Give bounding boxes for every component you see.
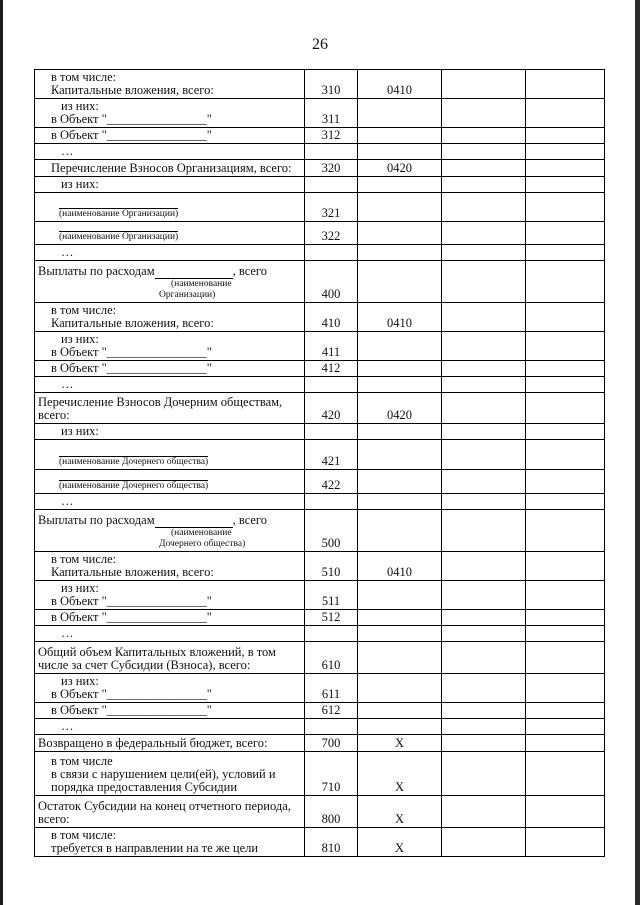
row-label-cell (35, 377, 305, 393)
table-row (35, 160, 605, 177)
empty-value-cell (442, 160, 526, 177)
table-row (35, 99, 605, 128)
classification-code-cell: 0410 (358, 303, 442, 332)
row-label-cell (35, 703, 305, 719)
row-label-line: Общий объем Капитальных вложений, в том (38, 645, 276, 659)
classification-code-cell (358, 581, 442, 610)
report-table (34, 69, 605, 857)
empty-value-cell (442, 552, 526, 581)
empty-value-cell (526, 193, 605, 222)
row-label-line: в Объект "________________" (51, 594, 212, 608)
empty-value-cell (526, 642, 605, 674)
empty-value-cell (442, 303, 526, 332)
payout-caption: Дочернего общества) (159, 539, 246, 549)
empty-value-cell (442, 494, 526, 510)
classification-code-cell (358, 626, 442, 642)
empty-value-cell (442, 752, 526, 796)
payout-caption: (наименование (171, 279, 232, 289)
line-code-cell: 410 (305, 303, 358, 332)
classification-code-cell (358, 245, 442, 261)
row-label-line: числе за счет Субсидии (Взноса), всего: (38, 658, 251, 672)
empty-value-cell (442, 70, 526, 99)
empty-value-cell (442, 470, 526, 494)
line-code-cell: 412 (305, 361, 358, 377)
row-label-line: … (61, 377, 74, 391)
line-code-cell: 511 (305, 581, 358, 610)
line-code-cell: 421 (305, 440, 358, 470)
empty-value-cell (442, 796, 526, 828)
classification-code-cell: X (358, 796, 442, 828)
organization-name-caption: (наименование Дочернего общества) (59, 481, 209, 491)
row-label-line: в Объект "________________" (51, 112, 212, 126)
row-label-line: Перечисление Взносов Дочерним обществам, (38, 395, 283, 409)
table-row (35, 177, 605, 193)
table-row (35, 674, 605, 703)
row-label-cell (35, 470, 305, 494)
row-label-line: из них: (61, 332, 99, 346)
row-label-line: из них: (61, 177, 99, 191)
row-label-cell (35, 642, 305, 674)
row-label-line: в том числе: (51, 552, 117, 566)
table-row (35, 610, 605, 626)
row-label-line: в Объект "________________" (51, 703, 212, 717)
classification-code-cell (358, 674, 442, 703)
row-label-cell (35, 261, 305, 303)
classification-code-cell (358, 610, 442, 626)
classification-code-cell: 0420 (358, 160, 442, 177)
line-code-cell (305, 177, 358, 193)
row-label-line: из них: (61, 99, 99, 113)
line-code-cell: 312 (305, 128, 358, 144)
empty-value-cell (526, 144, 605, 160)
empty-value-cell (526, 494, 605, 510)
table-row (35, 581, 605, 610)
empty-value-cell (526, 377, 605, 393)
empty-value-cell (526, 128, 605, 144)
line-code-cell: 411 (305, 332, 358, 361)
empty-value-cell (526, 70, 605, 99)
line-code-cell (305, 377, 358, 393)
row-label-cell (35, 332, 305, 361)
scan-left-edge (0, 0, 3, 905)
classification-code-cell: 0410 (358, 552, 442, 581)
empty-value-cell (526, 510, 605, 552)
table-row (35, 245, 605, 261)
empty-value-cell (442, 261, 526, 303)
table-row (35, 332, 605, 361)
row-label-cell (35, 796, 305, 828)
empty-value-cell (442, 581, 526, 610)
line-code-cell: 500 (305, 510, 358, 552)
row-label-cell (35, 510, 305, 552)
table-row (35, 703, 605, 719)
classification-code-cell (358, 440, 442, 470)
payout-caption: Организации) (159, 290, 216, 300)
row-label-cell (35, 393, 305, 424)
table-row (35, 719, 605, 735)
empty-value-cell (442, 642, 526, 674)
row-label-line: в том числе: (51, 303, 117, 317)
row-label-cell (35, 70, 305, 99)
row-label-cell (35, 735, 305, 752)
table-row (35, 552, 605, 581)
empty-value-cell (526, 332, 605, 361)
empty-value-cell (526, 828, 605, 857)
row-label-line: в Объект "________________" (51, 610, 212, 624)
row-label-line: Капитальные вложения, всего: (51, 83, 214, 97)
empty-value-cell (526, 177, 605, 193)
empty-value-cell (526, 440, 605, 470)
classification-code-cell: X (358, 752, 442, 796)
row-label-line: в связи с нарушением цели(ей), условий и (51, 767, 276, 781)
row-label-cell (35, 361, 305, 377)
organization-name-caption: (наименование Организации) (59, 209, 179, 219)
classification-code-cell (358, 177, 442, 193)
table-row (35, 470, 605, 494)
table-row (35, 796, 605, 828)
empty-value-cell (442, 332, 526, 361)
row-label-line: из них: (61, 581, 99, 595)
row-label-cell (35, 440, 305, 470)
table-row (35, 828, 605, 857)
row-label-line: в том числе: (51, 70, 117, 84)
classification-code-cell (358, 128, 442, 144)
line-code-cell: 612 (305, 703, 358, 719)
line-code-cell: 322 (305, 222, 358, 245)
classification-code-cell (358, 99, 442, 128)
row-label-cell (35, 177, 305, 193)
scan-right-edge (635, 0, 640, 905)
line-code-cell: 321 (305, 193, 358, 222)
row-label-line: всего: (38, 408, 70, 422)
line-code-cell: 310 (305, 70, 358, 99)
classification-code-cell (358, 424, 442, 440)
empty-value-cell (526, 719, 605, 735)
row-label-line: в том числе: (51, 828, 117, 842)
row-label-line: из них: (61, 424, 99, 438)
table-row (35, 361, 605, 377)
row-label-line: … (61, 494, 74, 508)
row-label-cell (35, 752, 305, 796)
table-row (35, 393, 605, 424)
row-label-line: в Объект "________________" (51, 128, 212, 142)
empty-value-cell (442, 128, 526, 144)
payout-blank (155, 265, 233, 279)
table-row (35, 144, 605, 160)
organization-name-caption: (наименование Дочернего общества) (59, 457, 209, 467)
row-label-line: Капитальные вложения, всего: (51, 316, 214, 330)
empty-value-cell (442, 440, 526, 470)
empty-value-cell (442, 393, 526, 424)
table-row (35, 377, 605, 393)
row-label-cell (35, 674, 305, 703)
empty-value-cell (526, 160, 605, 177)
payout-line (37, 514, 302, 528)
line-code-cell: 700 (305, 735, 358, 752)
line-code-cell: 420 (305, 393, 358, 424)
row-label-line: в том числе (51, 754, 113, 768)
empty-value-cell (526, 752, 605, 796)
classification-code-cell (358, 261, 442, 303)
empty-value-cell (442, 177, 526, 193)
row-label-line: … (61, 626, 74, 640)
empty-value-cell (442, 610, 526, 626)
line-code-cell (305, 494, 358, 510)
payout-line (37, 265, 302, 279)
row-label-cell (35, 581, 305, 610)
payout-tail-text: , всего (232, 264, 268, 278)
row-label-line: в Объект "________________" (51, 687, 212, 701)
empty-value-cell (526, 99, 605, 128)
table-row (35, 642, 605, 674)
report-table-body (35, 70, 605, 857)
row-label-line: из них: (61, 674, 99, 688)
empty-value-cell (442, 674, 526, 703)
row-label-cell (35, 828, 305, 857)
empty-value-cell (526, 674, 605, 703)
table-row (35, 424, 605, 440)
classification-code-cell (358, 222, 442, 245)
empty-value-cell (442, 626, 526, 642)
row-label-line: требуется в направлении на те же цели (51, 841, 259, 855)
table-row (35, 70, 605, 99)
classification-code-cell (358, 703, 442, 719)
empty-value-cell (442, 144, 526, 160)
row-label-line: Капитальные вложения, всего: (51, 565, 214, 579)
classification-code-cell (358, 470, 442, 494)
empty-value-cell (526, 796, 605, 828)
empty-value-cell (526, 261, 605, 303)
empty-value-cell (526, 222, 605, 245)
line-code-cell: 510 (305, 552, 358, 581)
empty-value-cell (526, 626, 605, 642)
classification-code-cell: 0410 (358, 70, 442, 99)
row-label-cell (35, 99, 305, 128)
empty-value-cell (526, 245, 605, 261)
line-code-cell: 400 (305, 261, 358, 303)
row-label-cell (35, 719, 305, 735)
classification-code-cell (358, 642, 442, 674)
classification-code-cell (358, 193, 442, 222)
table-row (35, 510, 605, 552)
row-label-cell (35, 128, 305, 144)
empty-value-cell (526, 610, 605, 626)
row-label-line: … (61, 245, 74, 259)
row-label-line: порядка предоставления Субсидии (51, 780, 238, 794)
line-code-cell (305, 245, 358, 261)
empty-value-cell (442, 424, 526, 440)
line-code-cell: 311 (305, 99, 358, 128)
row-label-line: в Объект "________________" (51, 345, 212, 359)
empty-value-cell (526, 703, 605, 719)
row-label-cell (35, 193, 305, 222)
row-label-cell (35, 610, 305, 626)
line-code-cell: 710 (305, 752, 358, 796)
classification-code-cell: X (358, 828, 442, 857)
table-row (35, 440, 605, 470)
payout-lead-text: Выплаты по расходам (38, 513, 155, 527)
row-label-cell (35, 552, 305, 581)
empty-value-cell (442, 703, 526, 719)
empty-value-cell (442, 377, 526, 393)
page-number: 26 (312, 36, 328, 53)
table-row (35, 128, 605, 144)
row-label-cell (35, 303, 305, 332)
line-code-cell: 512 (305, 610, 358, 626)
table-row (35, 222, 605, 245)
line-code-cell (305, 424, 358, 440)
classification-code-cell (358, 361, 442, 377)
empty-value-cell (442, 245, 526, 261)
row-label-line: всего: (38, 812, 70, 826)
table-row (35, 494, 605, 510)
row-label-line: … (61, 719, 74, 733)
row-label-cell (35, 245, 305, 261)
table-row (35, 193, 605, 222)
row-label-line: Возвращено в федеральный бюджет, всего: (38, 736, 268, 750)
line-code-cell: 320 (305, 160, 358, 177)
payout-lead-text: Выплаты по расходам (38, 264, 155, 278)
row-label-cell (35, 424, 305, 440)
table-row (35, 626, 605, 642)
row-label-line: … (61, 144, 74, 158)
line-code-cell: 611 (305, 674, 358, 703)
table-row (35, 261, 605, 303)
line-code-cell (305, 144, 358, 160)
classification-code-cell (358, 144, 442, 160)
row-label-cell (35, 626, 305, 642)
payout-blank (155, 514, 233, 528)
organization-name-caption: (наименование Организации) (59, 232, 179, 242)
table-row (35, 752, 605, 796)
empty-value-cell (526, 361, 605, 377)
empty-value-cell (526, 470, 605, 494)
empty-value-cell (526, 735, 605, 752)
row-label-cell (35, 144, 305, 160)
row-label-line: в Объект "________________" (51, 361, 212, 375)
classification-code-cell (358, 719, 442, 735)
line-code-cell: 800 (305, 796, 358, 828)
classification-code-cell (358, 377, 442, 393)
empty-value-cell (526, 424, 605, 440)
row-label-cell (35, 494, 305, 510)
row-label-line: Перечисление Взносов Организациям, всего: (51, 161, 292, 175)
empty-value-cell (526, 552, 605, 581)
payout-tail-text: , всего (232, 513, 268, 527)
table-row (35, 303, 605, 332)
line-code-cell (305, 719, 358, 735)
row-label-cell (35, 160, 305, 177)
empty-value-cell (442, 828, 526, 857)
classification-code-cell (358, 332, 442, 361)
line-code-cell: 422 (305, 470, 358, 494)
row-label-cell (35, 222, 305, 245)
classification-code-cell: 0420 (358, 393, 442, 424)
classification-code-cell (358, 510, 442, 552)
line-code-cell (305, 626, 358, 642)
empty-value-cell (442, 735, 526, 752)
line-code-cell: 610 (305, 642, 358, 674)
empty-value-cell (526, 393, 605, 424)
row-label-line: Остаток Субсидии на конец отчетного периода, (38, 799, 291, 813)
empty-value-cell (442, 510, 526, 552)
line-code-cell: 810 (305, 828, 358, 857)
classification-code-cell (358, 494, 442, 510)
classification-code-cell: X (358, 735, 442, 752)
empty-value-cell (442, 193, 526, 222)
payout-caption: (наименование (171, 528, 232, 538)
empty-value-cell (526, 303, 605, 332)
empty-value-cell (442, 361, 526, 377)
empty-value-cell (442, 222, 526, 245)
empty-value-cell (442, 719, 526, 735)
empty-value-cell (442, 99, 526, 128)
empty-value-cell (526, 581, 605, 610)
table-row (35, 735, 605, 752)
